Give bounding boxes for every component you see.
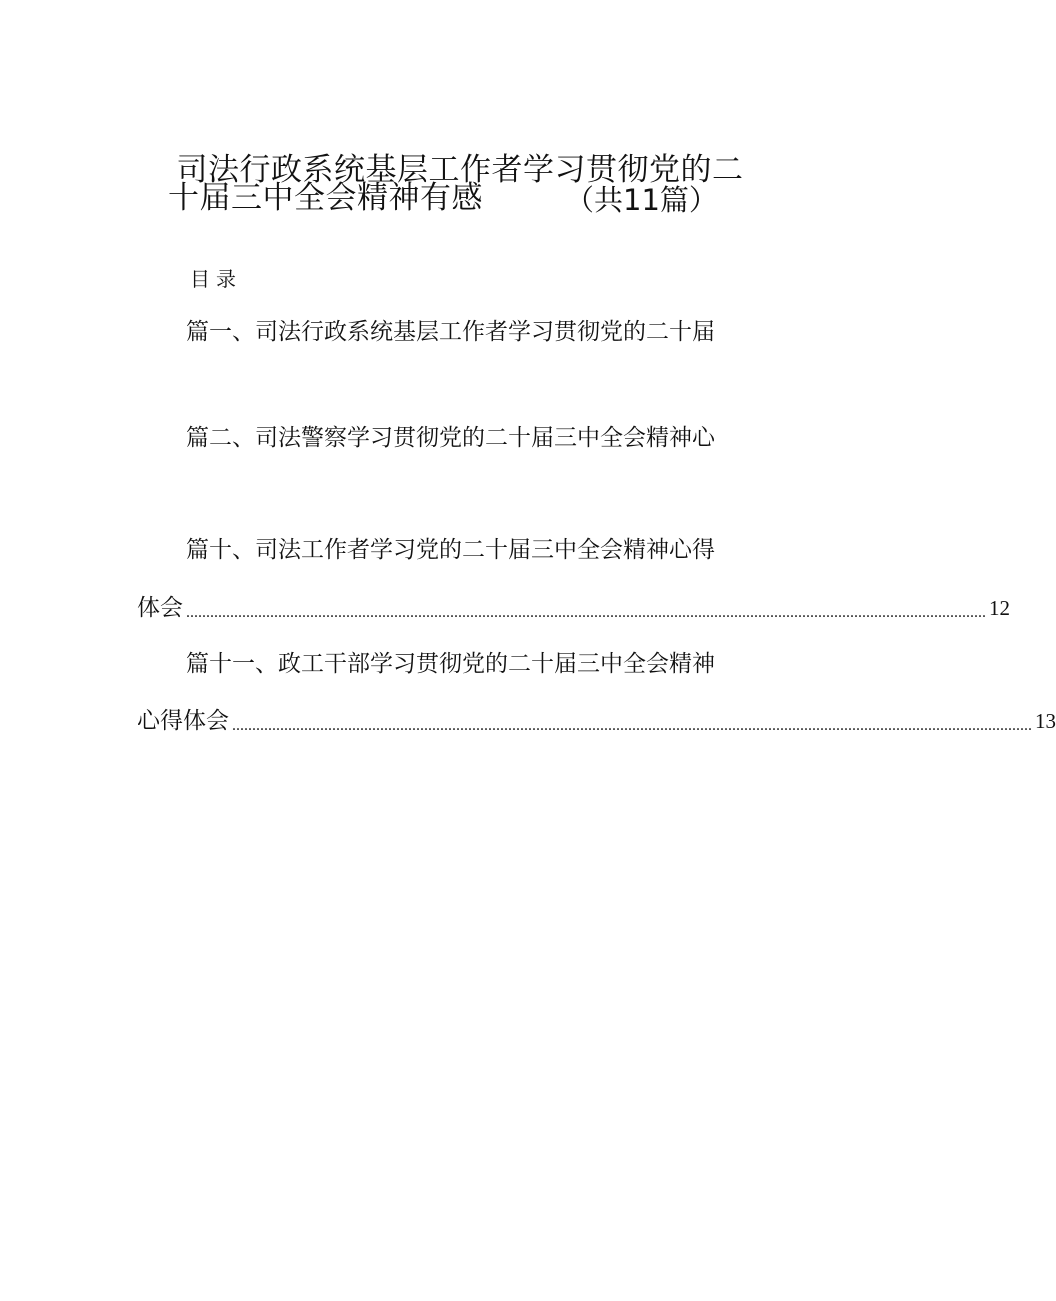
toc-entry-10[interactable]: 篇十、司法工作者学习党的二十届三中全会精神心得 [186, 537, 715, 563]
toc-entry-1[interactable]: 篇一、司法行政系统基层工作者学习贯彻党的二十届 [186, 319, 715, 345]
toc-entry-continuation-text: 心得体会 [137, 708, 229, 734]
dot-leader: ........................................................................................................................................................................................................ [232, 717, 1032, 734]
toc-entry-11[interactable]: 篇十一、政工干部学习贯彻党的二十届三中全会精神 [186, 651, 715, 677]
toc-entry-10-continuation[interactable] [137, 592, 1010, 624]
document-title-line-1: 司法行政系统基层工作者学习贯彻党的二 [176, 152, 744, 188]
toc-entry-11-continuation[interactable] [137, 705, 1056, 737]
document-title-count: （共11篇） [565, 183, 718, 217]
dot-leader: ........................................................................................................................................................................................................ [186, 604, 986, 621]
toc-entry-2[interactable]: 篇二、司法警察学习贯彻党的二十届三中全会精神心 [186, 425, 715, 451]
document-title-line-2: 十届三中全会精神有感 [168, 180, 483, 216]
toc-heading: 目录 [190, 267, 242, 291]
toc-page-number: 12 [989, 596, 1010, 620]
toc-entry-continuation-text: 体会 [137, 595, 183, 621]
toc-page-number: 13 [1035, 709, 1056, 733]
